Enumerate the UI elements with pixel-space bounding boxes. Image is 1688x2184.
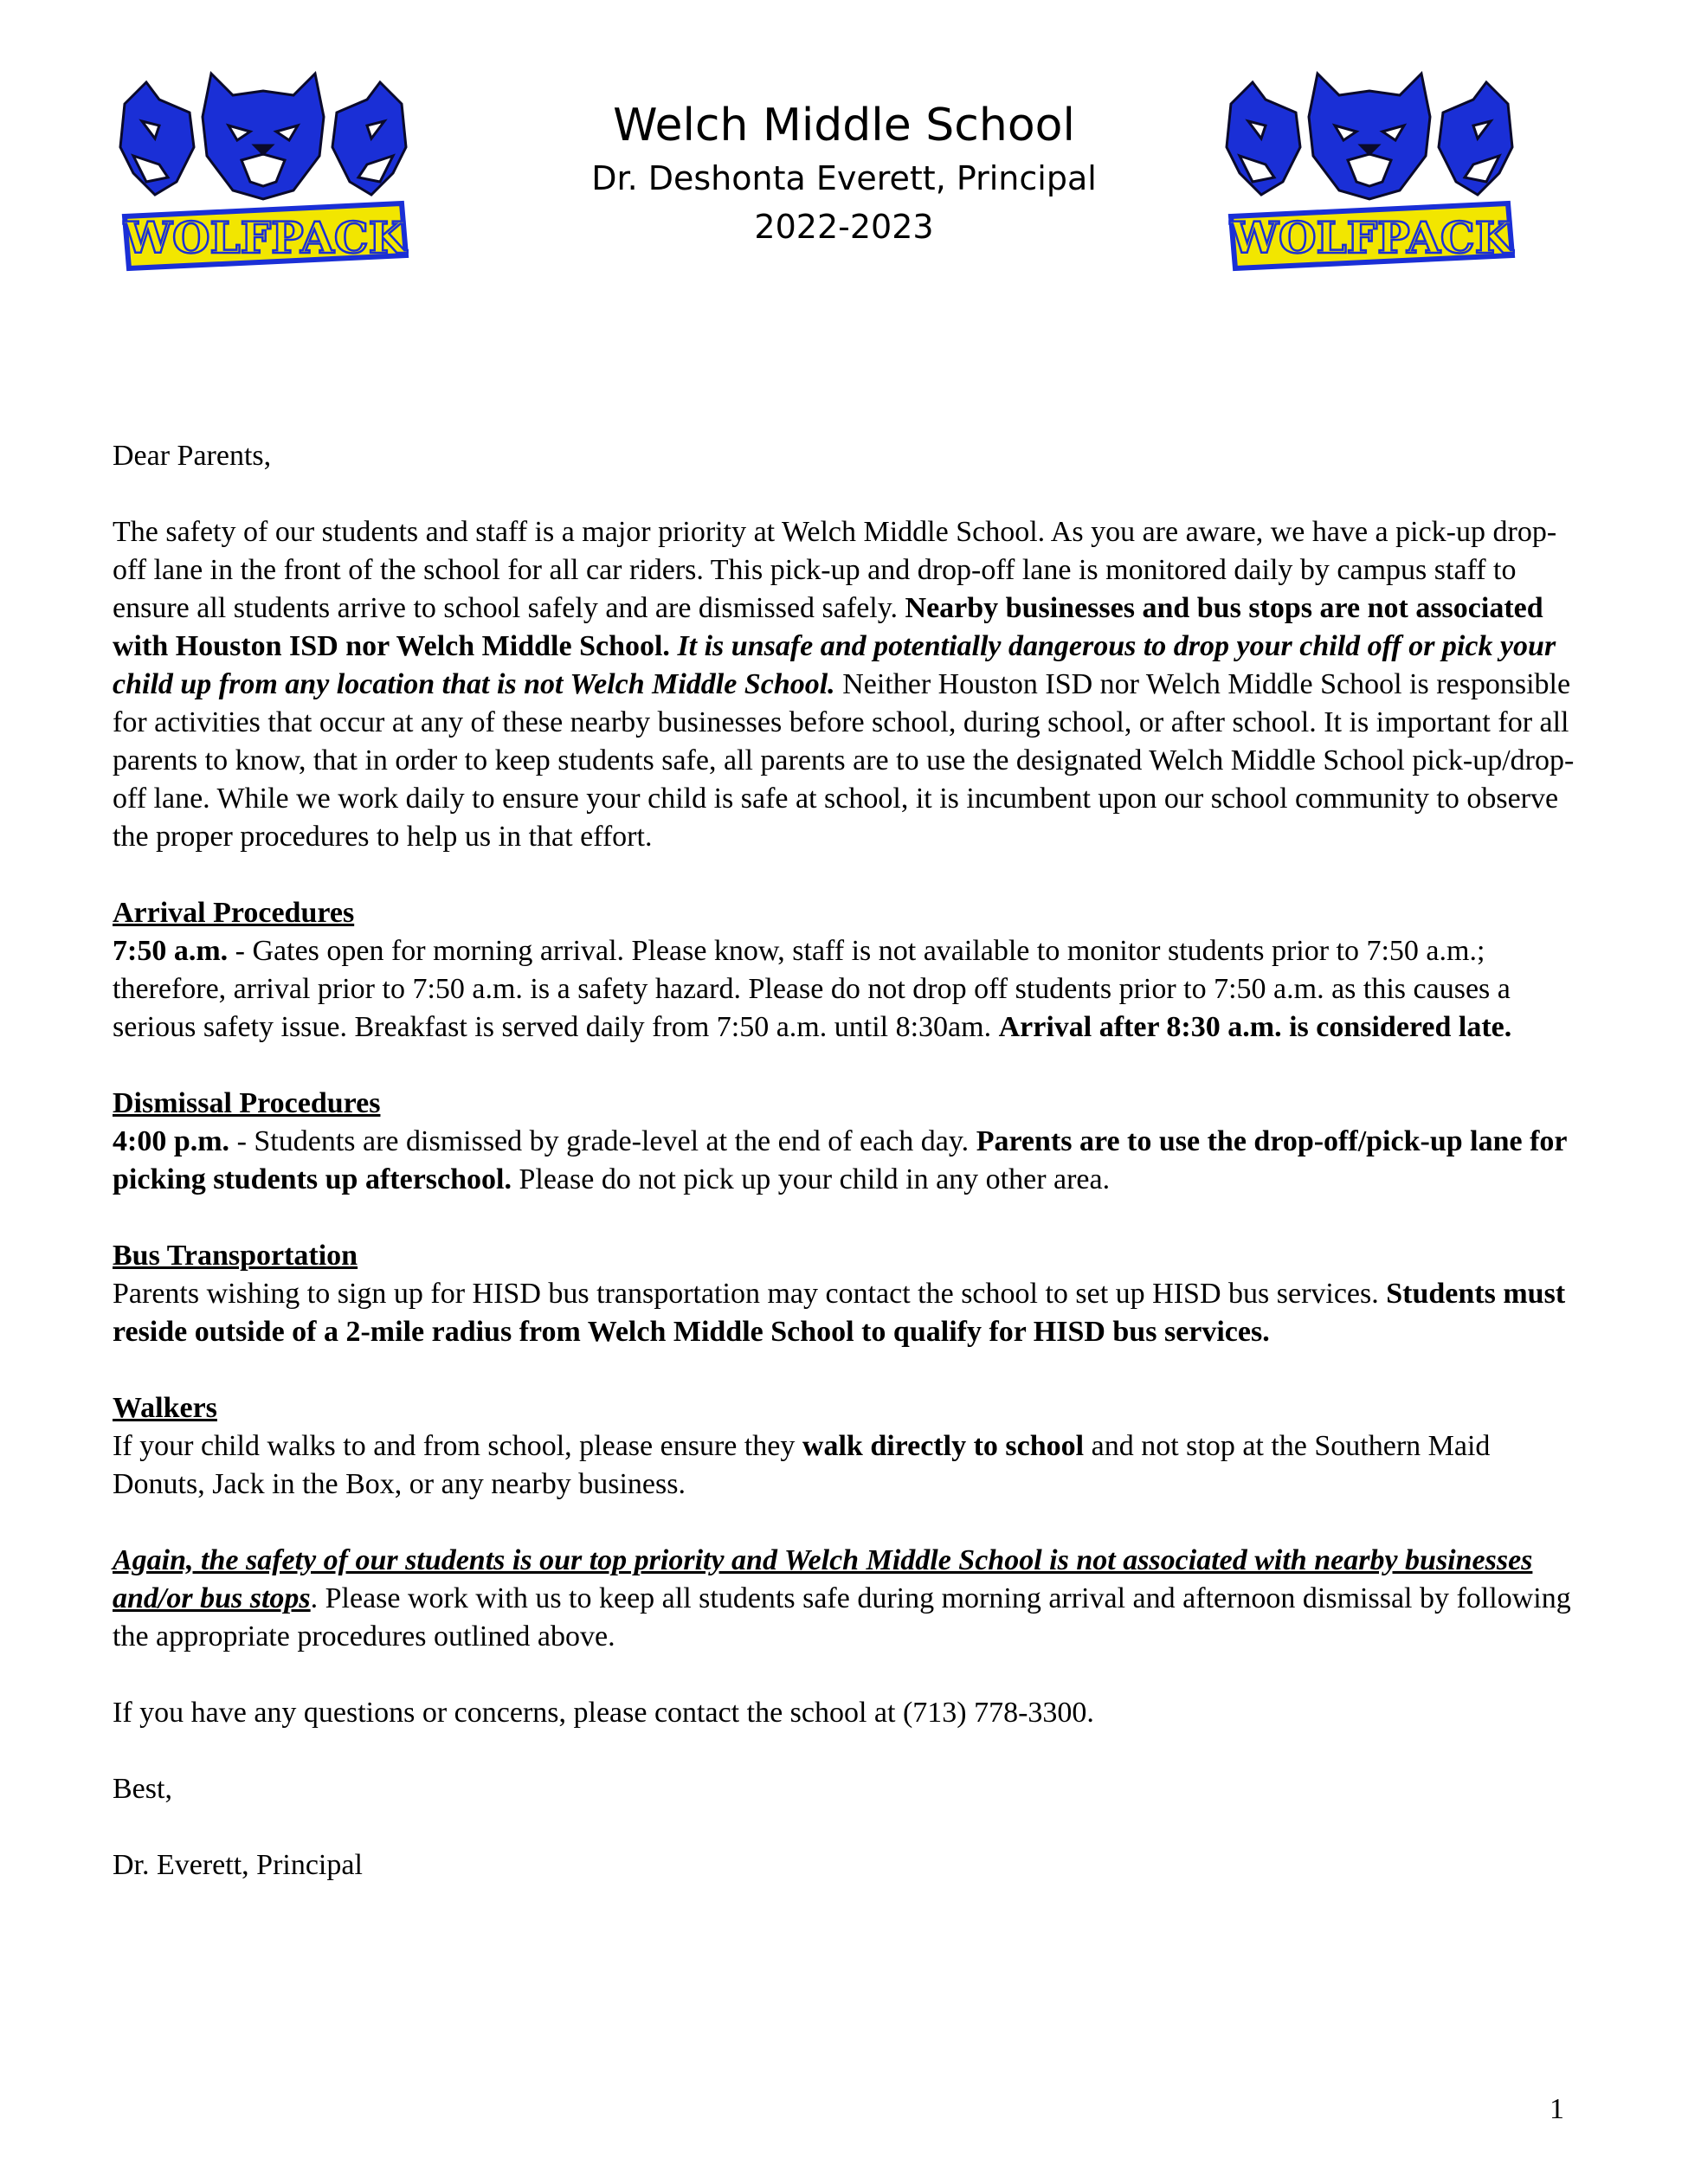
walkers-bold: walk directly to school: [802, 1430, 1085, 1462]
intro-bold-italic: It is unsafe and potentially dangerous to drop your child off or pick your child up from any location that is not Welch Middle School.: [113, 630, 1556, 700]
arrival-heading: Arrival Procedures: [113, 897, 355, 929]
arrival-time: 7:50 a.m.: [113, 935, 229, 967]
walkers-text-end: and not stop at the Southern Maid Donuts, Jack in the Box, or any nearby business.: [113, 1430, 1491, 1500]
bus-heading: Bus Transportation: [113, 1240, 358, 1272]
page-number: 1: [1549, 2093, 1564, 2125]
dismissal-bold: Parents are to use the drop-off/pick-up lane for picking students up afterschool.: [113, 1125, 1567, 1195]
bus-bold: Students must reside outside of a 2-mile radius from Welch Middle School to qualify for HISD bus services.: [113, 1278, 1566, 1348]
arrival-text: - Gates open for morning arrival. Please know, staff is not available to monitor students prior to 7:50 a.m.; therefore, arrival prior to 7:50 a.m. is a safety hazard. Please do not drop off students prior to 7:50 a.m. as this causes a serious safety issue. Breakfast is served daily from 7:50 a.m. until 8:30am.: [113, 935, 1511, 1043]
dismissal-time: 4:00 p.m.: [113, 1125, 230, 1157]
closing-note: [113, 1542, 1575, 1656]
letter-body: [113, 437, 1575, 1884]
principal-line: Dr. Deshonta Everett, Principal: [591, 159, 1097, 197]
logo-text: WOLFPACK: [123, 212, 407, 263]
walkers-heading: Walkers: [113, 1392, 217, 1424]
walkers-text: If your child walks to and from school, please ensure they: [113, 1430, 802, 1462]
contact-line: If you have any questions or concerns, please contact the school at (713) 778-3300.: [113, 1697, 1094, 1729]
signoff: Best,: [113, 1773, 172, 1805]
greeting: Dear Parents,: [113, 440, 272, 472]
bus-text: Parents wishing to sign up for HISD bus transportation may contact the school to set up HISD bus services.: [113, 1278, 1387, 1310]
dismissal-text-end: Please do not pick up your child in any other area.: [511, 1163, 1111, 1195]
wolf-mascot-icon: [1214, 52, 1525, 277]
letterhead: [485, 97, 1203, 251]
school-year: 2022-2023: [754, 208, 934, 246]
intro-text: The safety of our students and staff is a major priority at Welch Middle School. As you are aware, we have a pick-up drop-off lane in the front of the school for all car riders. This pick-up and drop-off lane is monitored daily by campus staff to ensure all students arrive to school safely and are dismissed safely.: [113, 516, 1557, 624]
intro-text-end: Neither Houston ISD nor Welch Middle School is responsible for activities that occur at any of these nearby businesses before school, during school, or after school. It is important for all parents to know, that in order to keep students safe, all parents are to use the designated Welch Middle School pick-up/drop-off lane. While we work daily to ensure your child is safe at school, it is incumbent upon our school community to observe the proper procedures to help us in that effort.: [113, 668, 1575, 853]
wolfpack-logo-right: [1214, 52, 1525, 277]
arrival-paragraph: [113, 932, 1575, 1047]
walkers-paragraph: [113, 1427, 1575, 1504]
dismissal-text: - Students are dismissed by grade-level at the end of each day.: [229, 1125, 976, 1157]
wolf-mascot-icon: [107, 52, 419, 277]
dismissal-paragraph: [113, 1123, 1575, 1199]
school-name: Welch Middle School: [613, 100, 1075, 151]
closing-emphasis: Again, the safety of our students is our top priority and Welch Middle School is not associated with nearby businesses and/or bus stops: [113, 1544, 1533, 1614]
logo-text: WOLFPACK: [1229, 212, 1513, 263]
dismissal-heading: Dismissal Procedures: [113, 1087, 381, 1119]
intro-bold: Nearby businesses and bus stops are not associated with Houston ISD nor Welch Middle School.: [113, 592, 1543, 662]
signature: Dr. Everett, Principal: [113, 1849, 363, 1881]
intro-paragraph: [113, 513, 1575, 856]
wolfpack-logo-left: [107, 52, 419, 277]
bus-paragraph: [113, 1275, 1575, 1351]
closing-text: . Please work with us to keep all students safe during morning arrival and afternoon dismissal by following the appropriate procedures outlined above.: [113, 1582, 1571, 1652]
arrival-late-note: Arrival after 8:30 a.m. is considered late.: [998, 1011, 1512, 1043]
